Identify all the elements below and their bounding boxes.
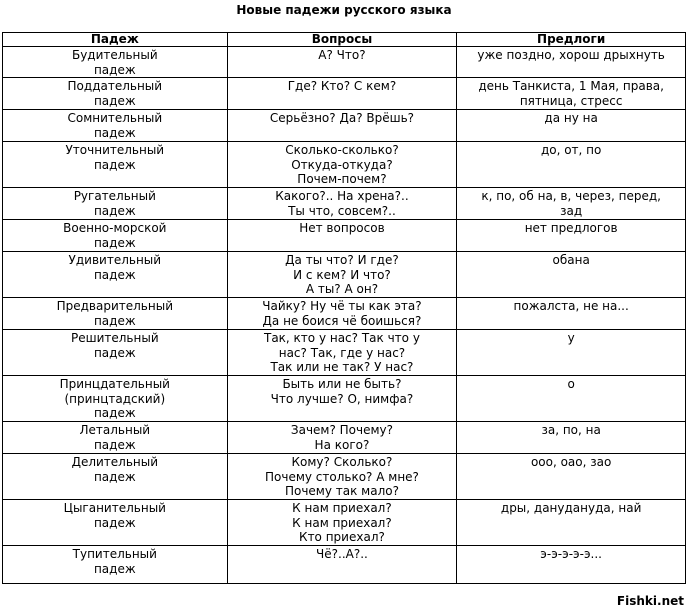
case-cell [3, 546, 228, 584]
prepositions-cell-line: да ну на [544, 111, 598, 125]
case-cell-line: Принцдательный [59, 377, 170, 391]
questions-cell [227, 252, 457, 298]
case-cell-line: падеж [93, 515, 136, 530]
prepositions-cell [457, 376, 686, 422]
questions-cell-line: Ты что, совсем?.. [288, 203, 396, 218]
table-row [3, 78, 686, 110]
case-cell [3, 220, 228, 252]
prepositions-cell-line: день Танкиста, 1 Мая, права, [478, 79, 664, 93]
case-cell [3, 47, 228, 78]
questions-cell-line: Серьёзно? Да? Врёшь? [269, 111, 415, 125]
case-cell-line: Военно-морской [63, 221, 167, 235]
case-cell [3, 110, 228, 142]
prepositions-cell-line: пожалста, не на... [513, 299, 629, 313]
case-cell [3, 330, 228, 376]
case-cell-line: Ругательный [73, 189, 156, 203]
table-body [3, 47, 686, 584]
questions-cell-line: На кого? [314, 437, 370, 452]
prepositions-cell-line: за, по, на [541, 423, 601, 437]
questions-cell-line: А ты? А он? [305, 282, 379, 296]
prepositions-cell [457, 188, 686, 220]
questions-cell-line: К нам приехал? [292, 501, 392, 515]
case-cell-line: падеж [93, 203, 136, 218]
case-cell-line: Летальный [79, 423, 151, 437]
case-cell-line: Поддательный [67, 79, 163, 93]
questions-cell-line: Да ты что? И где? [285, 253, 399, 267]
table-row [3, 188, 686, 220]
prepositions-cell-line: ооо, оао, зао [530, 455, 612, 469]
table-row [3, 252, 686, 298]
case-cell-line: падеж [93, 313, 136, 328]
case-cell [3, 454, 228, 500]
header-questions: Вопросы [227, 33, 457, 47]
questions-cell-line: Кому? Сколько? [291, 455, 393, 469]
questions-cell-line: нас? Так, где у нас? [278, 345, 406, 360]
case-cell-line: падеж [93, 235, 136, 250]
prepositions-cell-line: у [567, 331, 575, 345]
prepositions-cell-line: о [567, 377, 575, 391]
prepositions-cell [457, 330, 686, 376]
questions-cell [227, 47, 457, 78]
prepositions-cell-line: дры, данудануда, най [500, 501, 642, 515]
case-cell-line: падеж [93, 93, 136, 108]
questions-cell-line: А? Что? [318, 48, 366, 62]
prepositions-cell-line: зад [560, 203, 583, 218]
case-cell-line: падеж [93, 157, 136, 172]
prepositions-cell [457, 142, 686, 188]
questions-cell [227, 454, 457, 500]
table-row [3, 220, 686, 252]
case-cell [3, 500, 228, 546]
case-cell-line: Будительный [71, 48, 158, 62]
prepositions-cell-line: уже поздно, хорош дрыхнуть [477, 48, 665, 62]
prepositions-cell-line: э-э-э-э-э... [540, 547, 602, 561]
case-cell [3, 252, 228, 298]
table-row [3, 47, 686, 78]
prepositions-cell [457, 78, 686, 110]
questions-cell-line: Что лучше? О, нимфа? [270, 391, 414, 406]
table-row [3, 330, 686, 376]
prepositions-cell [457, 298, 686, 330]
questions-cell [227, 142, 457, 188]
questions-cell [227, 298, 457, 330]
prepositions-cell [457, 546, 686, 584]
case-cell-line: Цыганительный [63, 501, 166, 515]
prepositions-cell-line: обана [552, 253, 590, 267]
case-cell-line: падеж [93, 62, 136, 77]
questions-cell-line: Почему так мало? [284, 484, 399, 498]
questions-cell-line: К нам приехал? [292, 515, 392, 530]
case-cell [3, 422, 228, 454]
case-cell-line: Удивительный [68, 253, 162, 267]
questions-cell [227, 330, 457, 376]
case-cell [3, 298, 228, 330]
table-row [3, 298, 686, 330]
table-row [3, 142, 686, 188]
fishki-watermark: Fishki.net [616, 594, 684, 608]
case-cell-line: падеж [93, 267, 136, 282]
case-cell-line: Уточнительный [65, 143, 165, 157]
case-cell [3, 142, 228, 188]
questions-cell [227, 78, 457, 110]
prepositions-cell [457, 220, 686, 252]
questions-cell-line: Откуда-откуда? [291, 157, 393, 172]
case-cell-line: Предварительный [56, 299, 173, 313]
questions-cell-line: Да не боися чё боишься? [262, 313, 422, 328]
case-cell [3, 376, 228, 422]
questions-cell [227, 376, 457, 422]
questions-cell-line: Где? Кто? С кем? [287, 79, 397, 93]
table-row [3, 500, 686, 546]
questions-cell-line: Почему столько? А мне? [264, 469, 419, 484]
case-cell-line: падеж [93, 125, 136, 140]
prepositions-cell [457, 422, 686, 454]
case-cell-line: Делительный [71, 455, 159, 469]
case-cell [3, 78, 228, 110]
table-row [3, 454, 686, 500]
questions-cell-line: И с кем? И что? [293, 267, 391, 282]
questions-cell-line: Кто приехал? [299, 530, 385, 544]
questions-cell [227, 220, 457, 252]
questions-cell-line: Какого?.. На хрена?.. [275, 189, 409, 203]
questions-cell-line: Нет вопросов [299, 221, 385, 235]
table-header-row [3, 33, 686, 47]
table-row [3, 422, 686, 454]
questions-cell-line: Зачем? Почему? [290, 423, 394, 437]
questions-cell-line: Так или не так? У нас? [270, 360, 414, 374]
questions-cell [227, 546, 457, 584]
prepositions-cell-line: к, по, об на, в, через, перед, [481, 189, 661, 203]
case-cell-line: Решительный [70, 331, 159, 345]
questions-cell-line: Сколько-сколько? [285, 143, 399, 157]
questions-cell [227, 500, 457, 546]
case-cell-line: Сомнительный [67, 111, 163, 125]
prepositions-cell-line: пятница, стресс [519, 93, 623, 108]
case-cell-line: падеж [93, 561, 136, 576]
prepositions-cell [457, 500, 686, 546]
table-row [3, 546, 686, 584]
prepositions-cell-line: до, от, по [540, 143, 602, 157]
case-cell-line: падеж [93, 406, 136, 420]
header-case: Падеж [3, 33, 228, 47]
questions-cell [227, 110, 457, 142]
questions-cell-line: Быть или не быть? [282, 377, 402, 391]
prepositions-cell [457, 47, 686, 78]
prepositions-cell [457, 454, 686, 500]
case-cell-line: Тупительный [72, 547, 157, 561]
page-title: Новые падежи русского языка [236, 3, 452, 17]
questions-cell [227, 422, 457, 454]
header-prepositions: Предлоги [457, 33, 686, 47]
table-row [3, 110, 686, 142]
questions-cell-line: Почем-почем? [297, 172, 387, 186]
questions-cell [227, 188, 457, 220]
questions-cell-line: Так, кто у нас? Так что у [263, 331, 420, 345]
prepositions-cell-line: нет предлогов [524, 221, 618, 235]
prepositions-cell [457, 252, 686, 298]
cases-table [2, 32, 686, 584]
table-row [3, 376, 686, 422]
case-cell-line: падеж [93, 469, 136, 484]
case-cell [3, 188, 228, 220]
questions-cell-line: Чё?..А?.. [316, 547, 368, 561]
case-cell-line: падеж [93, 437, 136, 452]
questions-cell-line: Чайку? Ну чё ты как эта? [262, 299, 422, 313]
case-cell-line: (принцтадский) [64, 391, 166, 406]
prepositions-cell [457, 110, 686, 142]
case-cell-line: падеж [93, 345, 136, 360]
